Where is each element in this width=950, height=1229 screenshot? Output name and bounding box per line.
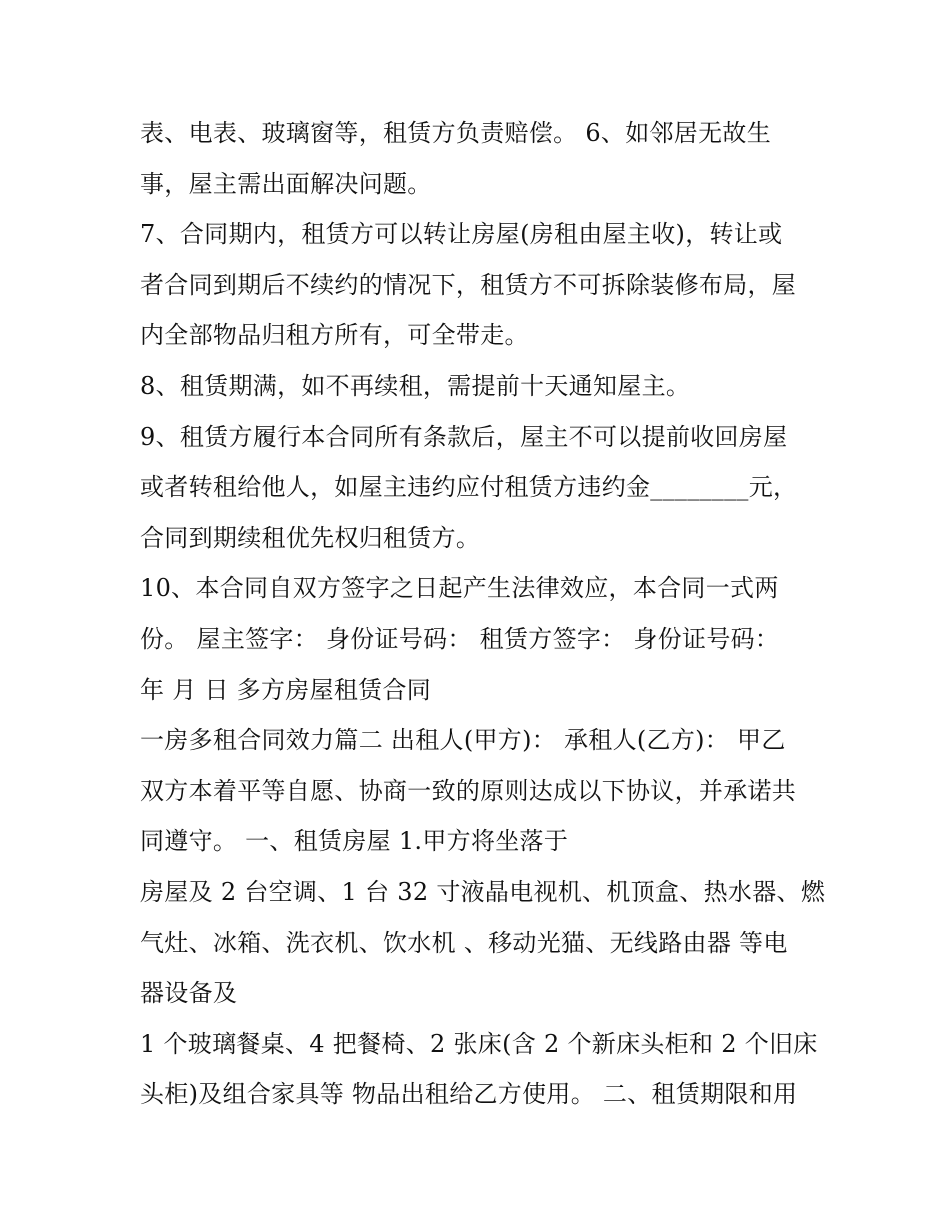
text-line: 头柜)及组合家具等 物品出租给乙方使用。 二、租赁期限和用 <box>140 1080 798 1109</box>
text-line: 气灶、冰箱、洗衣机、饮水机 、移动光猫、无线路由器 等电 <box>140 928 788 957</box>
text-line: 一房多租合同效力篇二 出租人(甲方)： 承租人(乙方)： 甲乙 <box>140 726 786 755</box>
text-line: 者合同到期后不续约的情况下，租赁方不可拆除装修布局，屋 <box>140 270 797 299</box>
text-line: 份。 屋主签字： 身份证号码： 租赁方签字： 身份证号码： <box>140 624 780 653</box>
text-line: 1 个玻璃餐桌、4 把餐椅、2 张床(含 2 个新床头柜和 2 个旧床 <box>140 1029 818 1058</box>
text-line: 9、租赁方履行本合同所有条款后，屋主不可以提前收回房屋 <box>140 422 788 451</box>
text-line: 同遵守。 一、租赁房屋 1.甲方将坐落于 <box>140 827 569 856</box>
text-line: 房屋及 2 台空调、1 台 32 寸液晶电视机、机顶盒、热水器、燃 <box>140 877 826 906</box>
text-line: 7、合同期内，租赁方可以转让房屋(房租由屋主收)，转让或 <box>140 220 783 249</box>
text-line: 或者转租给他人，如屋主违约应付租赁方违约金________元， <box>140 473 798 502</box>
text-line: 表、电表、玻璃窗等，租赁方负责赔偿。 6、如邻居无故生 <box>140 119 771 147</box>
text-line: 年 月 日 多方房屋租赁合同 <box>140 675 432 704</box>
text-line: 10、本合同自双方签字之日起产生法律效应，本合同一式两 <box>140 574 779 603</box>
text-line: 内全部物品归租方所有，可全带走。 <box>140 321 529 350</box>
text-line: 合同到期续租优先权归租赁方。 <box>140 523 481 552</box>
text-line: 事，屋主需出面解决问题。 <box>140 169 432 198</box>
text-line: 8、租赁期满，如不再续租，需提前十天通知屋主。 <box>140 371 691 400</box>
contract-text <box>140 108 830 1120</box>
text-line: 器设备及 <box>140 979 238 1008</box>
text-line: 双方本着平等自愿、协商一致的原则达成以下协议，并承诺共 <box>140 776 797 805</box>
